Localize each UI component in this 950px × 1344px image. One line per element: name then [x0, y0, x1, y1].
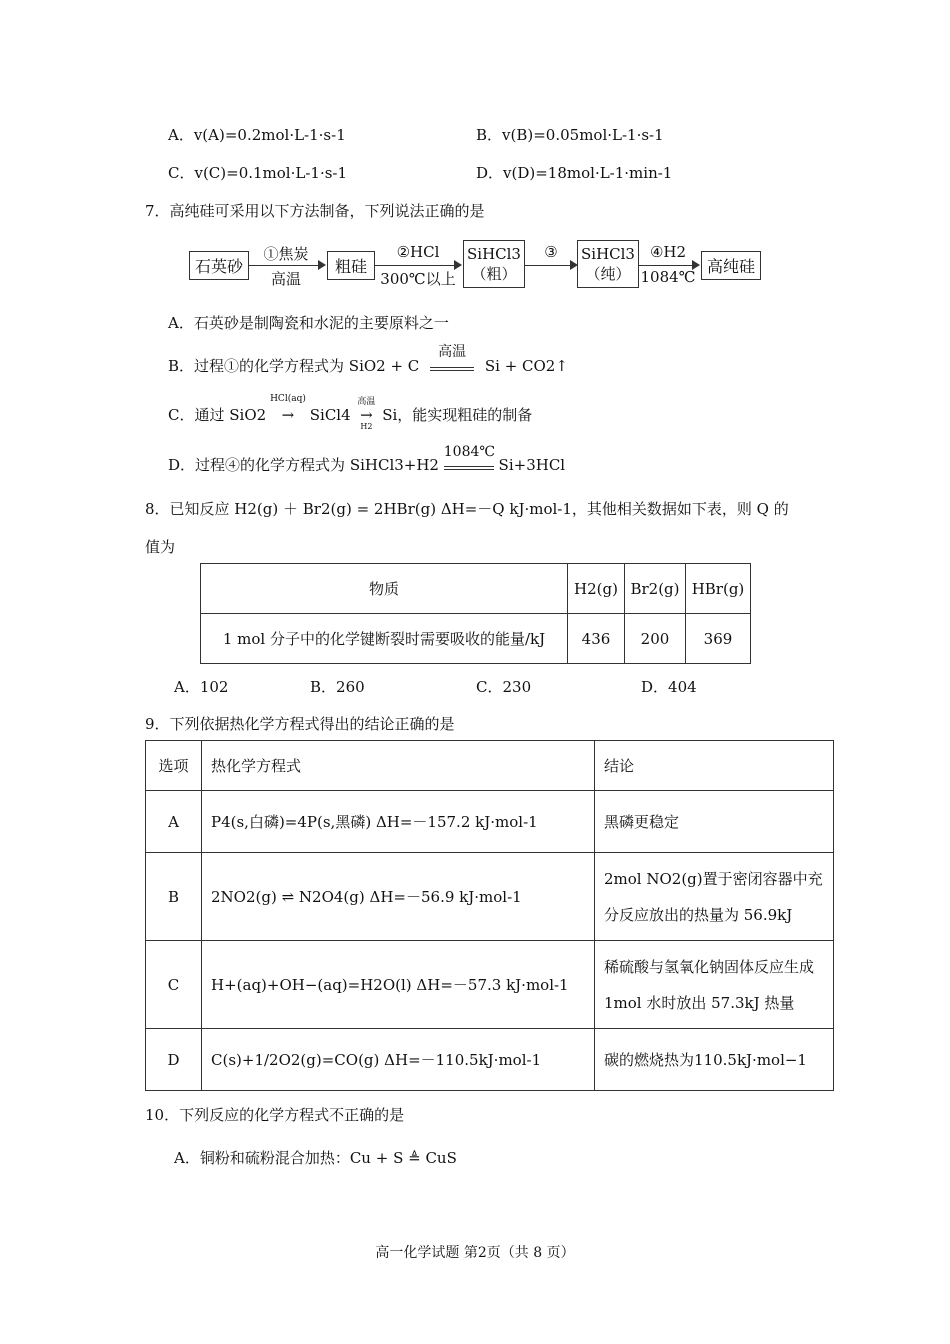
q6-option-b: B．v(B)=0.05mol·L-1·s-1 [476, 126, 664, 144]
table-cell: 200 [625, 614, 686, 664]
q7-option-c-sicl4: SiCl4 [309, 406, 351, 424]
q7-option-c-arrow2-top: 高温 [357, 397, 376, 407]
q8-option-b: B．260 [310, 678, 365, 696]
table-header-cell: 选项 [146, 741, 202, 791]
flow-step4-condition: 1084℃ [640, 268, 696, 286]
flow-arrow-2 [375, 265, 455, 266]
table-cell: B [146, 853, 202, 941]
q7-option-b [168, 344, 568, 376]
q8-option-d: D．404 [641, 678, 697, 696]
q7-option-d-condition [443, 444, 496, 470]
q7-option-d-condition-label: 1084℃ [443, 444, 496, 460]
flow-node-label: 石英砂 [194, 257, 243, 276]
flow-node-crude-si [327, 251, 375, 280]
table-cell: C [146, 941, 202, 1029]
q8-option-a: A．102 [174, 678, 229, 696]
table-cell: 黑磷更稳定 [595, 791, 834, 853]
table-header-cell: HBr(g) [686, 564, 751, 614]
table-row [146, 941, 834, 1029]
q7-option-d [168, 444, 566, 475]
table-cell: D [146, 1029, 202, 1091]
table-row [146, 1029, 834, 1091]
table-header-cell: 热化学方程式 [202, 741, 595, 791]
q7-option-d-prefix: D．过程④的化学方程式为 [168, 456, 346, 474]
table-row [201, 614, 751, 664]
q7-option-b-lhs: B．过程①的化学方程式为 SiO2 + C [168, 357, 420, 375]
double-line-icon [430, 367, 474, 371]
flow-step2-reagent: ②HCl [396, 243, 440, 261]
table-row [146, 791, 834, 853]
q7-option-c-arrow2-bottom: H2 [360, 422, 373, 431]
q6-option-c: C．v(C)=0.1mol·L-1·s-1 [168, 164, 348, 182]
table-header-cell: H2(g) [568, 564, 625, 614]
q7-option-c-arrow1-label: HCl(aq) [270, 394, 306, 404]
q7-option-c-arrow1: HCl(aq) → [271, 406, 305, 424]
q7-option-c-arrow2: 高温 → H2 [355, 406, 377, 424]
q7-option-c-sio2: SiO2 [229, 406, 267, 424]
flow-node-sihcl3-pure [577, 240, 639, 288]
flow-node-pure-si [701, 251, 761, 280]
table-header-row [146, 741, 834, 791]
q7-option-a: A．石英砂是制陶瓷和水泥的主要原料之一 [168, 314, 449, 332]
table-header-row [201, 564, 751, 614]
table-header-cell: 结论 [595, 741, 834, 791]
table-cell: 369 [686, 614, 751, 664]
table-cell: H+(aq)+OH−(aq)=H2O(l) ΔH=－57.3 kJ·mol-1 [202, 941, 595, 1029]
page-footer: 高一化学试题 第2页（共 8 页） [375, 1245, 575, 1261]
table-cell: 2NO2(g) ⇌ N2O4(g) ΔH=－56.9 kJ·mol-1 [202, 853, 595, 941]
q7-option-b-rhs: Si + CO2↑ [484, 357, 568, 375]
flow-node-line1: SiHCl3 [581, 245, 635, 263]
q9-stem: 9．下列依据热化学方程式得出的结论正确的是 [145, 715, 455, 733]
table-cell: 稀硫酸与氢氧化钠固体反应生成 1mol 水时放出 57.3kJ 热量 [595, 941, 834, 1029]
flow-step1-condition: 高温 [270, 270, 301, 288]
table-cell: P4(s,白磷)=4P(s,黑磷) ΔH=－157.2 kJ·mol-1 [202, 791, 595, 853]
double-line-icon [444, 466, 494, 470]
flow-node-line2: （纯） [585, 265, 631, 283]
flow-node-quartz-sand [189, 251, 249, 280]
flow-step2-condition: 300℃以上 [380, 270, 456, 288]
q10-option-a: A．铜粉和硫粉混合加热：Cu + S ≜ CuS [174, 1149, 457, 1167]
table-cell: C(s)+1/2O2(g)=CO(g) ΔH=－110.5kJ·mol-1 [202, 1029, 595, 1091]
q8-stem-line2: 值为 [145, 538, 176, 556]
q8-bond-energy-table [200, 563, 751, 664]
flow-step3-label: ③ [544, 243, 558, 261]
q7-option-b-condition [430, 344, 474, 371]
table-cell: 2mol NO2(g)置于密闭容器中充分反应放出的热量为 56.9kJ [595, 853, 834, 941]
table-row [146, 853, 834, 941]
table-cell: A [146, 791, 202, 853]
q7-option-b-condition-label: 高温 [438, 344, 467, 360]
table-cell: 436 [568, 614, 625, 664]
flow-arrow-1 [249, 265, 319, 266]
flow-node-label: 粗硅 [334, 257, 367, 276]
flow-arrow-4 [639, 265, 693, 266]
q8-stem-line1: 8．已知反应 H2(g) ＋ Br2(g) = 2HBr(g) ΔH=－Q kJ·mol-1，其他相关数据如下表，则 Q 的 [145, 500, 789, 518]
q7-option-c-prefix: C．通过 [168, 406, 225, 424]
flow-node-sihcl3-crude [463, 240, 525, 288]
q7-stem: 7．高纯硅可采用以下方法制备，下列说法正确的是 [145, 202, 485, 220]
table-cell: 1 mol 分子中的化学键断裂时需要吸收的能量/kJ [201, 614, 568, 664]
q7-option-c [168, 394, 533, 431]
table-header-cell: 物质 [201, 564, 568, 614]
q6-option-a: A．v(A)=0.2mol·L-1·s-1 [168, 126, 346, 144]
flow-arrow-3 [525, 265, 571, 266]
q6-option-d: D．v(D)=18mol·L-1·min-1 [476, 164, 673, 182]
table-cell: 碳的燃烧热为110.5kJ·mol−1 [595, 1029, 834, 1091]
q9-table [145, 740, 834, 1091]
flow-node-label: 高纯硅 [706, 257, 755, 276]
flow-step4-reagent: ④H2 [649, 243, 687, 261]
q10-stem: 10．下列反应的化学方程式不正确的是 [145, 1106, 405, 1124]
q7-option-d-lhs: SiHCl3+H2 [349, 456, 439, 474]
q7-option-d-rhs: Si+3HCl [498, 456, 566, 474]
flow-node-line2: （粗） [471, 265, 517, 283]
q7-option-c-suffix: Si，能实现粗硅的制备 [382, 406, 533, 424]
q8-option-c: C．230 [476, 678, 532, 696]
flow-node-line1: SiHCl3 [467, 245, 521, 263]
table-header-cell: Br2(g) [625, 564, 686, 614]
flow-step1-reagent: ①焦炭 [263, 245, 309, 263]
